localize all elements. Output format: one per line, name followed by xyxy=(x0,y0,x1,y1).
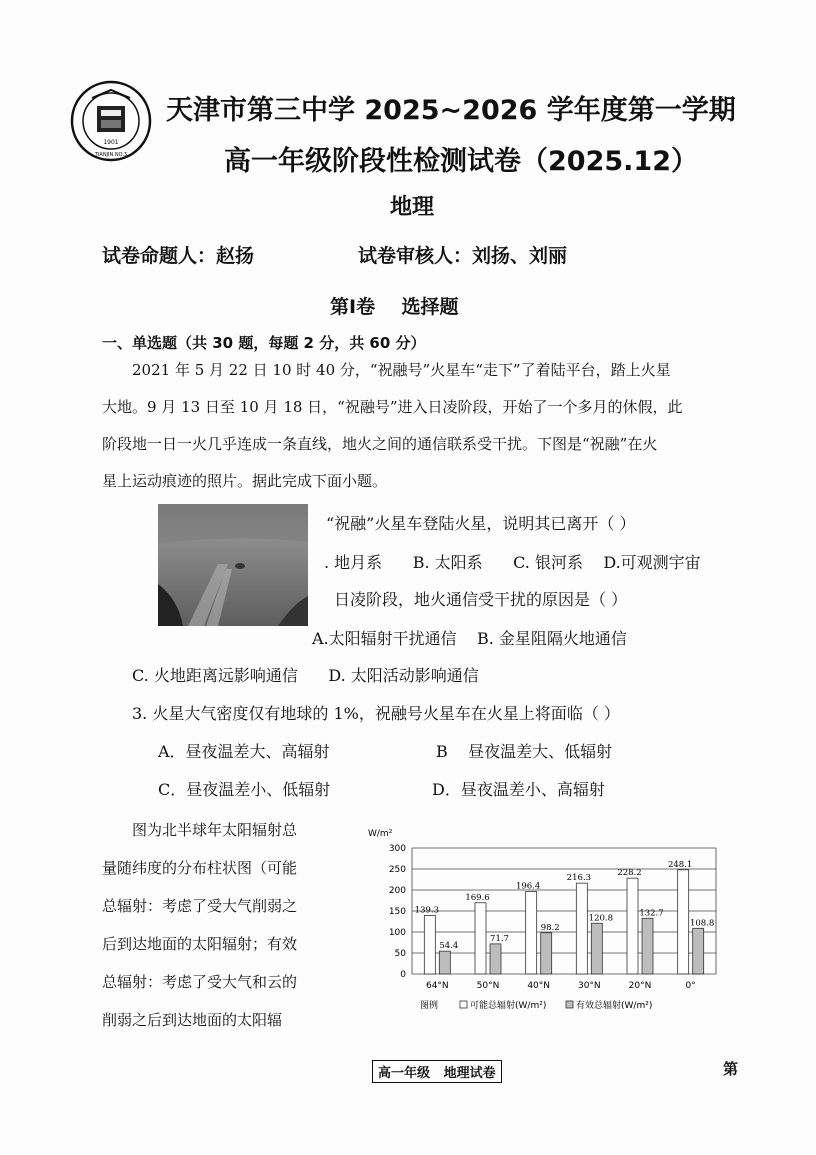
x-tick-label: 20°N xyxy=(628,981,652,991)
x-tick-label: 50°N xyxy=(476,981,500,991)
bar-value-label: 108.8 xyxy=(689,918,715,929)
legend-swatch-effective xyxy=(566,1001,573,1008)
x-tick-label: 64°N xyxy=(425,981,449,991)
q3-stem: 3. 火星大气密度仅有地球的 1%，祝融号火星车在火星上将面临（ ） xyxy=(132,704,620,723)
passage1-line4: 星上运动痕迹的照片。据此完成下面小题。 xyxy=(102,472,388,490)
legend-swatch-possible xyxy=(460,1001,467,1008)
x-tick-label: 30°N xyxy=(577,981,601,991)
legend-label-possible: 可能总辐射(W/m²) xyxy=(470,1001,547,1011)
footer-label: 高一年级 地理试卷 xyxy=(372,1060,502,1083)
passage2-line5: 总辐射：考虑了受大气和云的 xyxy=(102,973,298,991)
bar-value-label: 196.4 xyxy=(515,881,541,892)
bar-value-label: 132.7 xyxy=(639,908,664,919)
mars-rover-photo xyxy=(158,504,308,626)
bar-value-label: 169.6 xyxy=(465,892,490,903)
bar-possible-radiation xyxy=(678,870,689,974)
bar-effective-radiation xyxy=(642,918,653,974)
radiation-bar-chart xyxy=(360,822,720,1022)
passage1-line2: 大地。9 月 13 日至 10 月 18 日，“祝融号”进入日凌阶段，开始了一个多月的休假，此 xyxy=(102,398,683,416)
q2-options-ab: A.太阳辐射干扰通信 B. 金星阻隔火地通信 xyxy=(312,629,627,648)
bar-possible-radiation xyxy=(526,892,537,974)
bar-value-label: 54.4 xyxy=(439,941,459,952)
q3-option-a: A．昼夜温差大、高辐射 xyxy=(158,742,330,761)
exam-title-line2: 高一年级阶段性检测试卷（2025.12） xyxy=(224,146,698,177)
bar-possible-radiation xyxy=(627,878,638,974)
bar-value-label: 139.3 xyxy=(414,905,440,916)
svg-text:TIANJIN NO.3: TIANJIN NO.3 xyxy=(94,152,128,158)
bar-value-label: 216.3 xyxy=(566,873,592,884)
bar-effective-radiation xyxy=(591,923,602,974)
bar-possible-radiation xyxy=(424,915,435,974)
bar-effective-radiation xyxy=(490,944,501,974)
part-heading: 一、单选题（共 30 题，每题 2 分，共 60 分） xyxy=(102,334,426,352)
svg-text:1901: 1901 xyxy=(103,139,119,146)
y-tick-label: 250 xyxy=(388,865,406,875)
q1-stem: “祝融”火星车登陆火星，说明其已离开（ ） xyxy=(326,514,636,533)
section-title: 第Ⅰ卷 选择题 xyxy=(330,296,459,318)
y-tick-label: 150 xyxy=(388,907,406,917)
q3-option-d: D．昼夜温差小、高辐射 xyxy=(432,780,605,799)
y-tick-label: 0 xyxy=(400,970,406,980)
q2-options-cd: C. 火地距离远影响通信 D. 太阳活动影响通信 xyxy=(132,666,479,685)
y-axis-unit: W/m² xyxy=(368,829,393,839)
passage1-line3: 阶段地一日一火几乎连成一条直线，地火之间的通信联系受干扰。下图是“祝融”在火 xyxy=(102,435,658,453)
passage2-line6: 削弱之后到达地面的太阳辐 xyxy=(102,1011,283,1029)
bar-effective-radiation xyxy=(439,951,450,974)
bar-possible-radiation xyxy=(576,883,587,974)
bar-possible-radiation xyxy=(475,903,486,974)
passage2-line3: 总辐射：考虑了受大气削弱之 xyxy=(102,897,298,915)
school-logo xyxy=(70,80,152,162)
bar-value-label: 98.2 xyxy=(540,922,560,933)
q2-stem: 日凌阶段，地火通信受干扰的原因是（ ） xyxy=(334,590,628,609)
passage2-line1: 图为北半球年太阳辐射总 xyxy=(132,821,298,839)
bar-value-label: 248.1 xyxy=(667,859,693,870)
y-tick-label: 50 xyxy=(394,949,406,959)
x-tick-label: 40°N xyxy=(527,981,551,991)
bar-value-label: 228.2 xyxy=(617,868,642,879)
legend-title: 图例 xyxy=(420,1001,439,1011)
bar-value-label: 120.8 xyxy=(588,913,614,924)
y-tick-label: 100 xyxy=(388,928,406,938)
q3-option-b: B 昼夜温差大、低辐射 xyxy=(436,742,613,761)
page-indicator: 第 xyxy=(723,1060,739,1078)
q3-option-c: C．昼夜温差小、低辐射 xyxy=(158,780,331,799)
bar-effective-radiation xyxy=(693,928,704,974)
passage1-line1: 2021 年 5 月 22 日 10 时 40 分，“祝融号”火星车“走下”了着陆平台，踏上火星 xyxy=(132,361,671,379)
bar-effective-radiation xyxy=(541,933,552,974)
q1-options: . 地月系 B. 太阳系 C. 银河系 D.可观测宇宙 xyxy=(324,553,701,572)
y-tick-label: 300 xyxy=(388,844,406,854)
legend-label-effective: 有效总辐射(W/m²) xyxy=(576,1001,653,1011)
exam-title-line1: 天津市第三中学 2025~2026 学年度第一学期 xyxy=(166,95,736,126)
bar-value-label: 71.7 xyxy=(490,933,509,944)
author-label: 试卷命题人：赵扬 xyxy=(102,245,255,267)
y-tick-label: 200 xyxy=(388,886,406,896)
reviewer-label: 试卷审核人：刘扬、刘丽 xyxy=(358,245,568,267)
x-tick-label: 0° xyxy=(685,981,696,991)
passage2-line2: 量随纬度的分布柱状图（可能 xyxy=(102,859,298,877)
subject-title: 地理 xyxy=(390,195,435,220)
passage2-line4: 后到达地面的太阳辐射；有效 xyxy=(102,935,298,953)
